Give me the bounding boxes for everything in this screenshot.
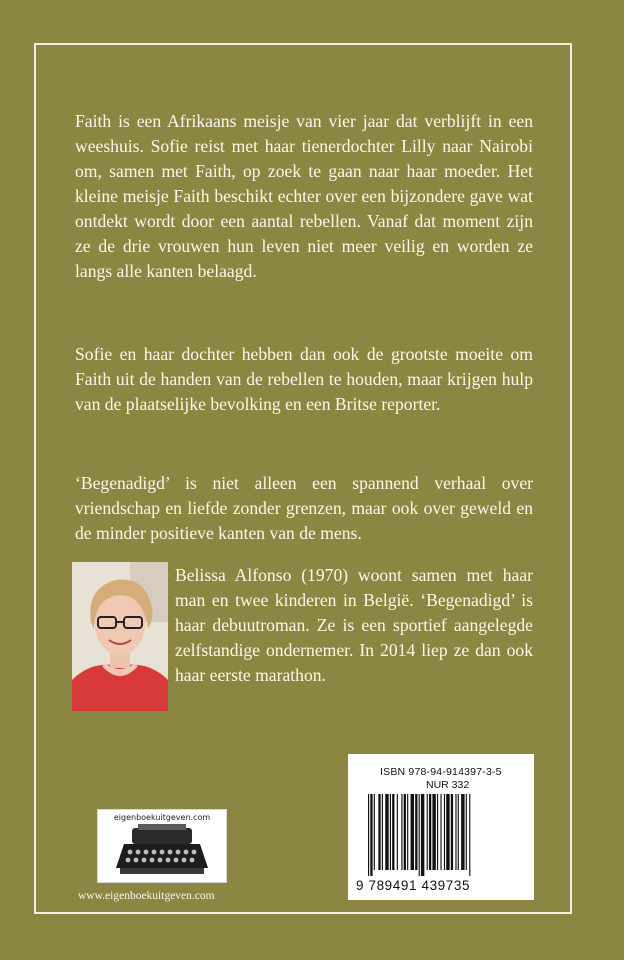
barcode-bar	[374, 794, 375, 870]
isbn-label: ISBN 978-94-914397-3-5	[380, 766, 502, 778]
barcode-bar	[382, 794, 383, 870]
author-bio: Belissa Alfonso (1970) woont samen met haar man en twee kinderen in België. ‘Begenadigd’ is haar debuutroman. Ze is een sportief aangelegde zelfstandige ondernemer. In 2014 liep ze dan ook haar eerste marathon.	[175, 565, 533, 685]
author-photo	[72, 562, 168, 711]
barcode-bar	[390, 794, 391, 870]
barcode-bar	[401, 794, 402, 870]
barcode-bar	[440, 794, 441, 870]
barcode-bar	[411, 794, 414, 870]
barcode-bar	[451, 794, 453, 870]
barcode-bar	[419, 794, 420, 876]
barcode-bar	[469, 794, 470, 876]
barcode-bar	[397, 794, 398, 870]
synopsis-paragraph-2: Sofie en haar dochter hebben dan ook de grootste moeite om Faith uit de handen van de rebellen te houden, maar krijgen hulp van de plaatselijke bevolking en een Britse reporter.	[75, 344, 533, 414]
barcode-bar	[466, 794, 467, 870]
barcode-panel	[348, 754, 534, 900]
barcode-bar	[429, 794, 431, 870]
barcode-bar	[458, 794, 459, 870]
barcode-bar	[370, 794, 372, 876]
barcode-bars	[366, 794, 518, 876]
barcode-bar	[461, 794, 464, 870]
barcode-bar	[421, 794, 424, 876]
barcode-bar	[415, 794, 417, 870]
publisher-logo	[97, 809, 227, 883]
barcode-bar	[455, 794, 456, 870]
synopsis-paragraph-1: Faith is een Afrikaans meisje van vier jaar dat verblijft in een weeshuis. Sofie reist met haar tienerdochter Lilly naar Nairobi om, samen met Faith, op zoek te gaan naar haar moeder. Het kleine meisje Faith beschikt echter over een bijzondere gave wat ontdekt wordt door een aantal rebellen. Vanaf dat moment zijn ze de drie vrouwen hun leven niet meer veilig en worden ze langs alle kanten belaagd.	[75, 111, 533, 281]
barcode-bar	[432, 794, 435, 870]
barcode-bar	[427, 794, 428, 870]
barcode-bar	[444, 794, 445, 870]
barcode-bar	[385, 794, 388, 870]
barcode-bar	[392, 794, 394, 870]
barcode-bar	[446, 794, 449, 870]
publisher-logo-text: eigenboekuitgeven.com	[113, 813, 211, 822]
nur-label: NUR 332	[426, 779, 470, 791]
barcode-bar	[437, 794, 438, 870]
barcode-number: 9 789491 439735	[356, 878, 471, 893]
barcode-bar	[407, 794, 408, 870]
barcode-bar	[378, 794, 380, 870]
barcode-bar	[368, 794, 369, 876]
synopsis-paragraph-3: ‘Begenadigd’ is niet alleen een spannend verhaal over vriendschap en liefde zonder grenzen, maar ook over geweld en de minder positieve kanten van de mens.	[75, 473, 533, 543]
publisher-website: www.eigenboekuitgeven.com	[78, 890, 215, 902]
barcode-bar	[404, 794, 406, 870]
